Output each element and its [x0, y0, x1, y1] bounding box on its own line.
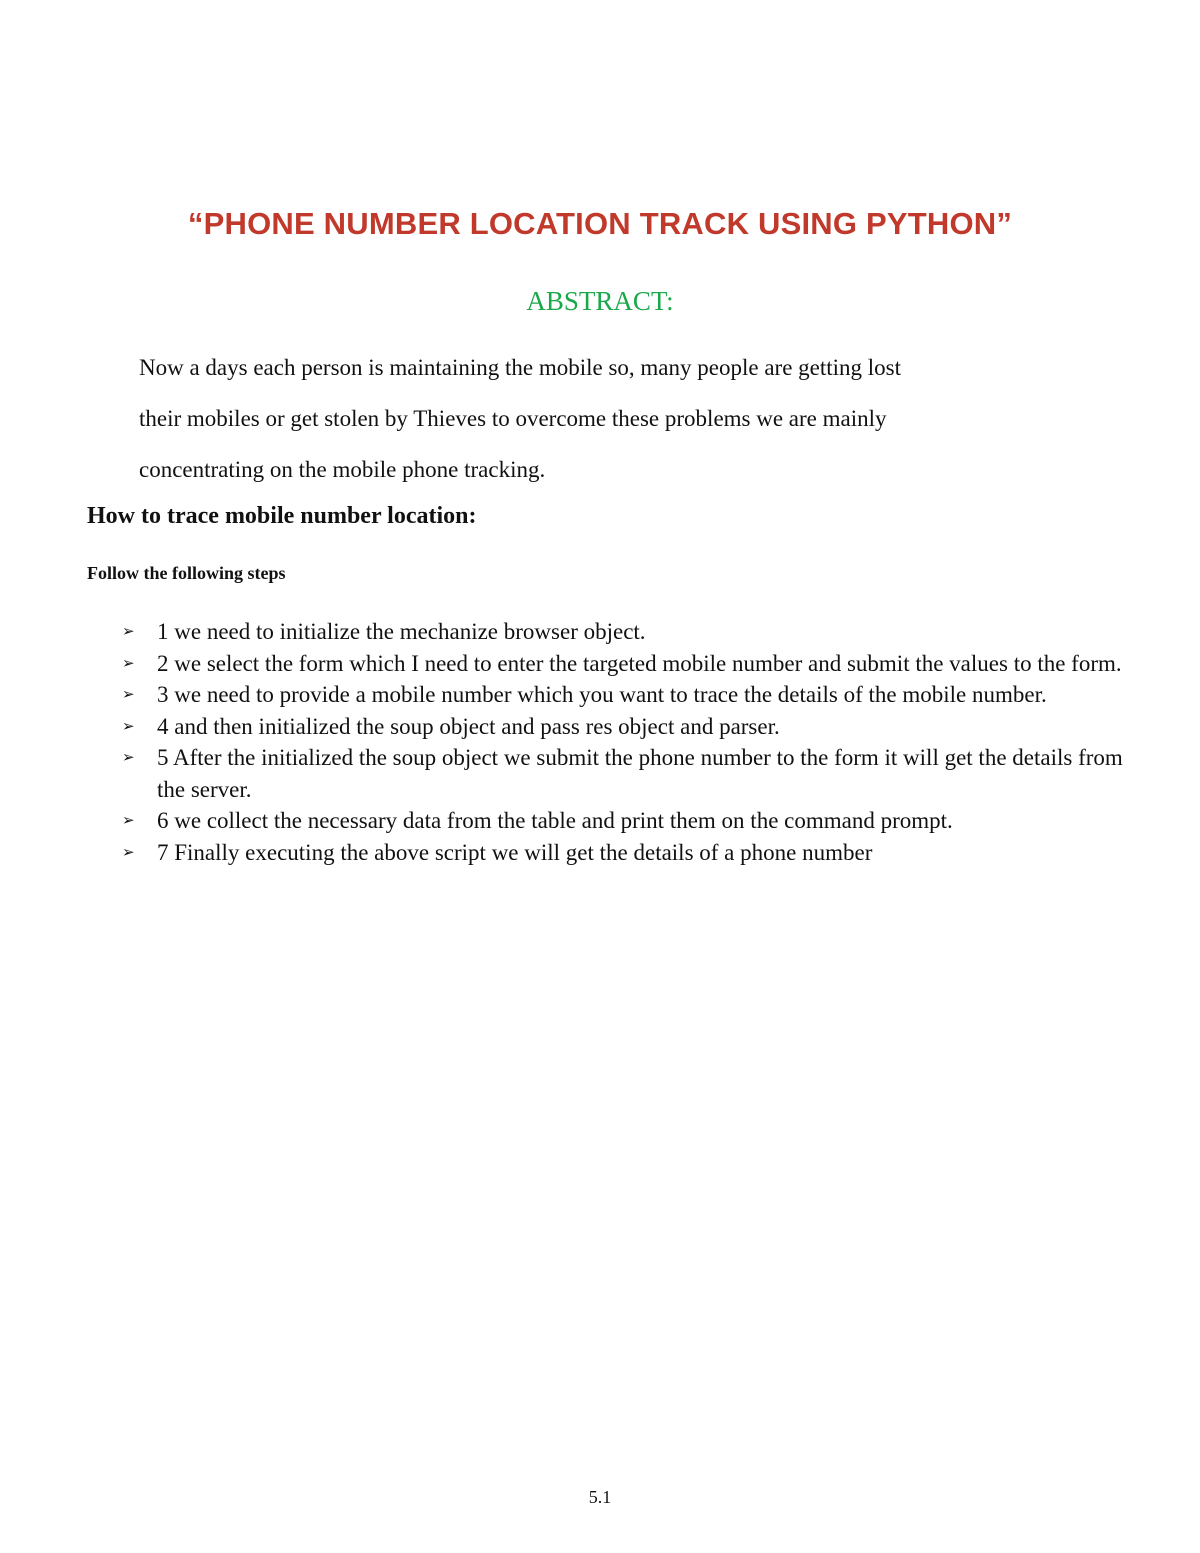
step-text: 6 we collect the necessary data from the table and print them on the command prompt.: [157, 808, 953, 833]
step-item: [122, 711, 1142, 743]
arrowhead-bullet-icon: ➢: [122, 748, 135, 766]
step-item: [122, 679, 1142, 711]
steps-subheading: Follow the following steps: [87, 563, 286, 583]
page-number: 5.1: [588, 1487, 612, 1507]
arrowhead-bullet-icon: ➢: [122, 716, 135, 735]
arrowhead-bullet-icon: ➢: [122, 811, 135, 829]
arrowhead-bullet-icon: ➢: [122, 685, 135, 703]
step-text: 2 we select the form which I need to enter the targeted mobile number and submit the values to the form.: [157, 650, 1122, 676]
document-title: “PHONE NUMBER LOCATION TRACK USING PYTHON”: [187, 206, 1013, 241]
step-item: [122, 742, 1142, 805]
step-text: 1 we need to initialize the mechanize browser object.: [157, 619, 646, 644]
abstract-line: their mobiles or get stolen by Thieves to overcome these problems we are mainly: [139, 406, 887, 431]
step-item: [122, 837, 1142, 869]
arrowhead-bullet-icon: ➢: [122, 653, 135, 672]
steps-list: [122, 616, 1142, 868]
step-item: [122, 616, 1142, 648]
step-item: [122, 805, 1142, 837]
step-item: [122, 648, 1142, 680]
section-heading: How to trace mobile number location:: [87, 503, 477, 529]
step-text: 3 we need to provide a mobile number which you want to trace the details of the mobile number.: [157, 682, 1047, 707]
arrowhead-bullet-icon: ➢: [122, 622, 135, 640]
abstract-heading: ABSTRACT:: [526, 286, 674, 316]
abstract-body: [139, 342, 1079, 495]
step-text: 4 and then initialized the soup object and pass res object and parser.: [157, 713, 780, 739]
step-text: 7 Finally executing the above script we will get the details of a phone number: [157, 839, 873, 865]
abstract-line: concentrating on the mobile phone tracking.: [139, 457, 546, 482]
arrowhead-bullet-icon: ➢: [122, 842, 135, 861]
abstract-line: Now a days each person is maintaining the mobile so, many people are getting lost: [139, 355, 902, 380]
step-text: 5 After the initialized the soup object we submit the phone number to the form it will get the details from the server.: [157, 745, 1123, 802]
